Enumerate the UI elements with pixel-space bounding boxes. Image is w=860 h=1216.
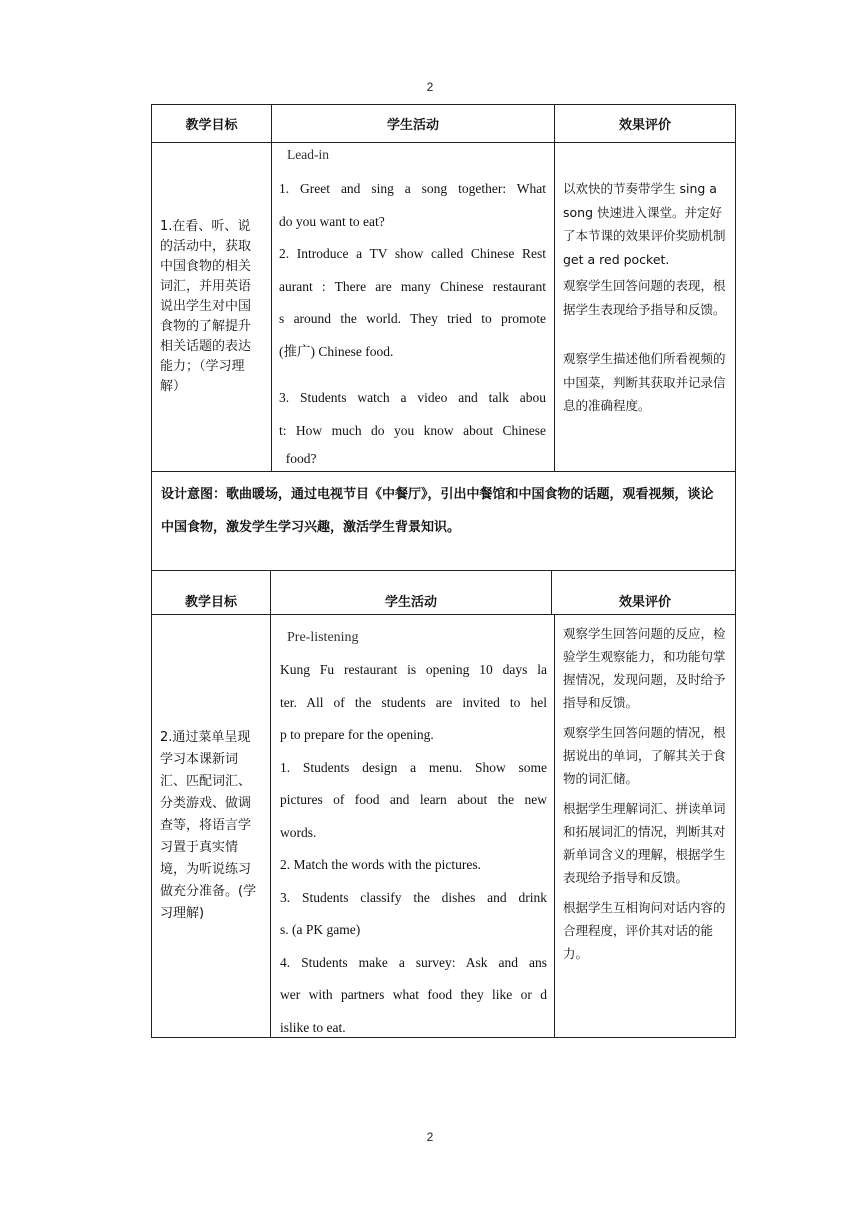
goal-text-2: 2.通过菜单呈现学习本课新词汇、匹配词汇、分类游戏、做调查等，将语言学习置于真实情境，为听说练习做充分准备。(学习理解): [160, 730, 257, 921]
activity-line: food?: [279, 451, 317, 466]
activity-line: words.: [280, 824, 317, 840]
evaluation-text: 观察学生回答问题的反应，检验学生观察能力，和功能句掌握情况，发现问题，及时给予指导和反馈。: [563, 626, 726, 710]
activity-line: 3. Students classify the dishes and drink: [280, 889, 547, 905]
goal-text-1: 1.在看、听、说的活动中，获取中国食物的相关词汇，并用英语说出学生对中国食物的了解提升相关话题的表达能力；（学习理解）: [160, 219, 252, 394]
activity-line: 1. Students design a menu. Show some: [280, 759, 547, 775]
goal-cell-1: [152, 143, 271, 471]
page-number-bottom: 2: [426, 1130, 434, 1144]
activity-line: s around the world. They tried to promote: [279, 311, 546, 326]
activity-line: 4. Students make a survey: Ask and ans: [280, 954, 547, 970]
evaluation-text: 观察学生描述他们所看视频的中国菜，判断其获取并记录信息的准确程度。: [563, 351, 726, 413]
activity-line: ter. All of the students are invited to hel: [280, 694, 547, 710]
activity-line: wer with partners what food they like or d: [280, 987, 547, 1002]
header-activity: 学生活动: [386, 118, 439, 133]
header-evaluation: 效果评价: [618, 594, 671, 610]
activity-line: (推广) Chinese food.: [279, 343, 394, 359]
activity-line: do you want to eat?: [279, 213, 385, 229]
header-goal: 教学目标: [184, 594, 237, 610]
evaluation-text: 观察学生回答问题的情况，根据说出的单词，了解其关于食物的词汇储。: [563, 725, 726, 786]
header-evaluation: 效果评价: [618, 118, 671, 133]
page-number-top: 2: [426, 80, 434, 94]
activity-title-2: Pre-listening: [287, 630, 359, 645]
header-activity: 学生活动: [384, 594, 437, 610]
evaluation-text: 观察学生回答问题的表现，根据学生表现给予指导和反馈。: [563, 278, 726, 317]
activity-line: 1. Greet and sing a song together: What: [279, 181, 546, 196]
activity-line: pictures of food and learn about the new: [280, 792, 547, 807]
evaluation-cell-2: [555, 622, 735, 1037]
activity-line: s. (a PK game): [280, 922, 361, 937]
activity-line: t: How much do you know about Chinese: [279, 422, 546, 438]
activity-title-1: Lead-in: [287, 147, 329, 162]
design-intent: 设计意图：歌曲暖场，通过电视节目《中餐厅》，引出中餐馆和中国食物的话题，观看视频，谈论中国食物，激发学生学习兴趣，激活学生背景知识。: [161, 487, 714, 535]
activity-line: p to prepare for the opening.: [280, 727, 434, 742]
activity-cell-1: [279, 145, 546, 471]
activity-line: aurant : There are many Chinese restaurant: [279, 278, 546, 294]
evaluation-text: 以欢快的节奏带学生 sing a song 快速进入课堂。并定好了本节课的效果评价奖励机制 get a red pocket.: [563, 181, 726, 267]
activity-line: 3. Students watch a video and talk abou: [279, 390, 546, 405]
activity-line: 2. Introduce a TV show called Chinese Rest: [279, 246, 546, 261]
header-goal: 教学目标: [185, 118, 238, 133]
activity-line: Kung Fu restaurant is opening 10 days la: [280, 662, 547, 677]
activity-line: islike to eat.: [280, 1019, 346, 1035]
activity-cell-2: [280, 626, 547, 1037]
evaluation-cell-1: [555, 177, 735, 471]
evaluation-text: 根据学生理解词汇、拼读单词和拓展词汇的情况，判断其对新单词含义的理解，根据学生表现给予指导和反馈。: [563, 801, 726, 885]
evaluation-text: 根据学生互相询问对话内容的合理程度，评价其对话的能力。: [563, 900, 726, 961]
goal-cell-2: [152, 615, 270, 1037]
activity-line: 2. Match the words with the pictures.: [280, 857, 481, 872]
